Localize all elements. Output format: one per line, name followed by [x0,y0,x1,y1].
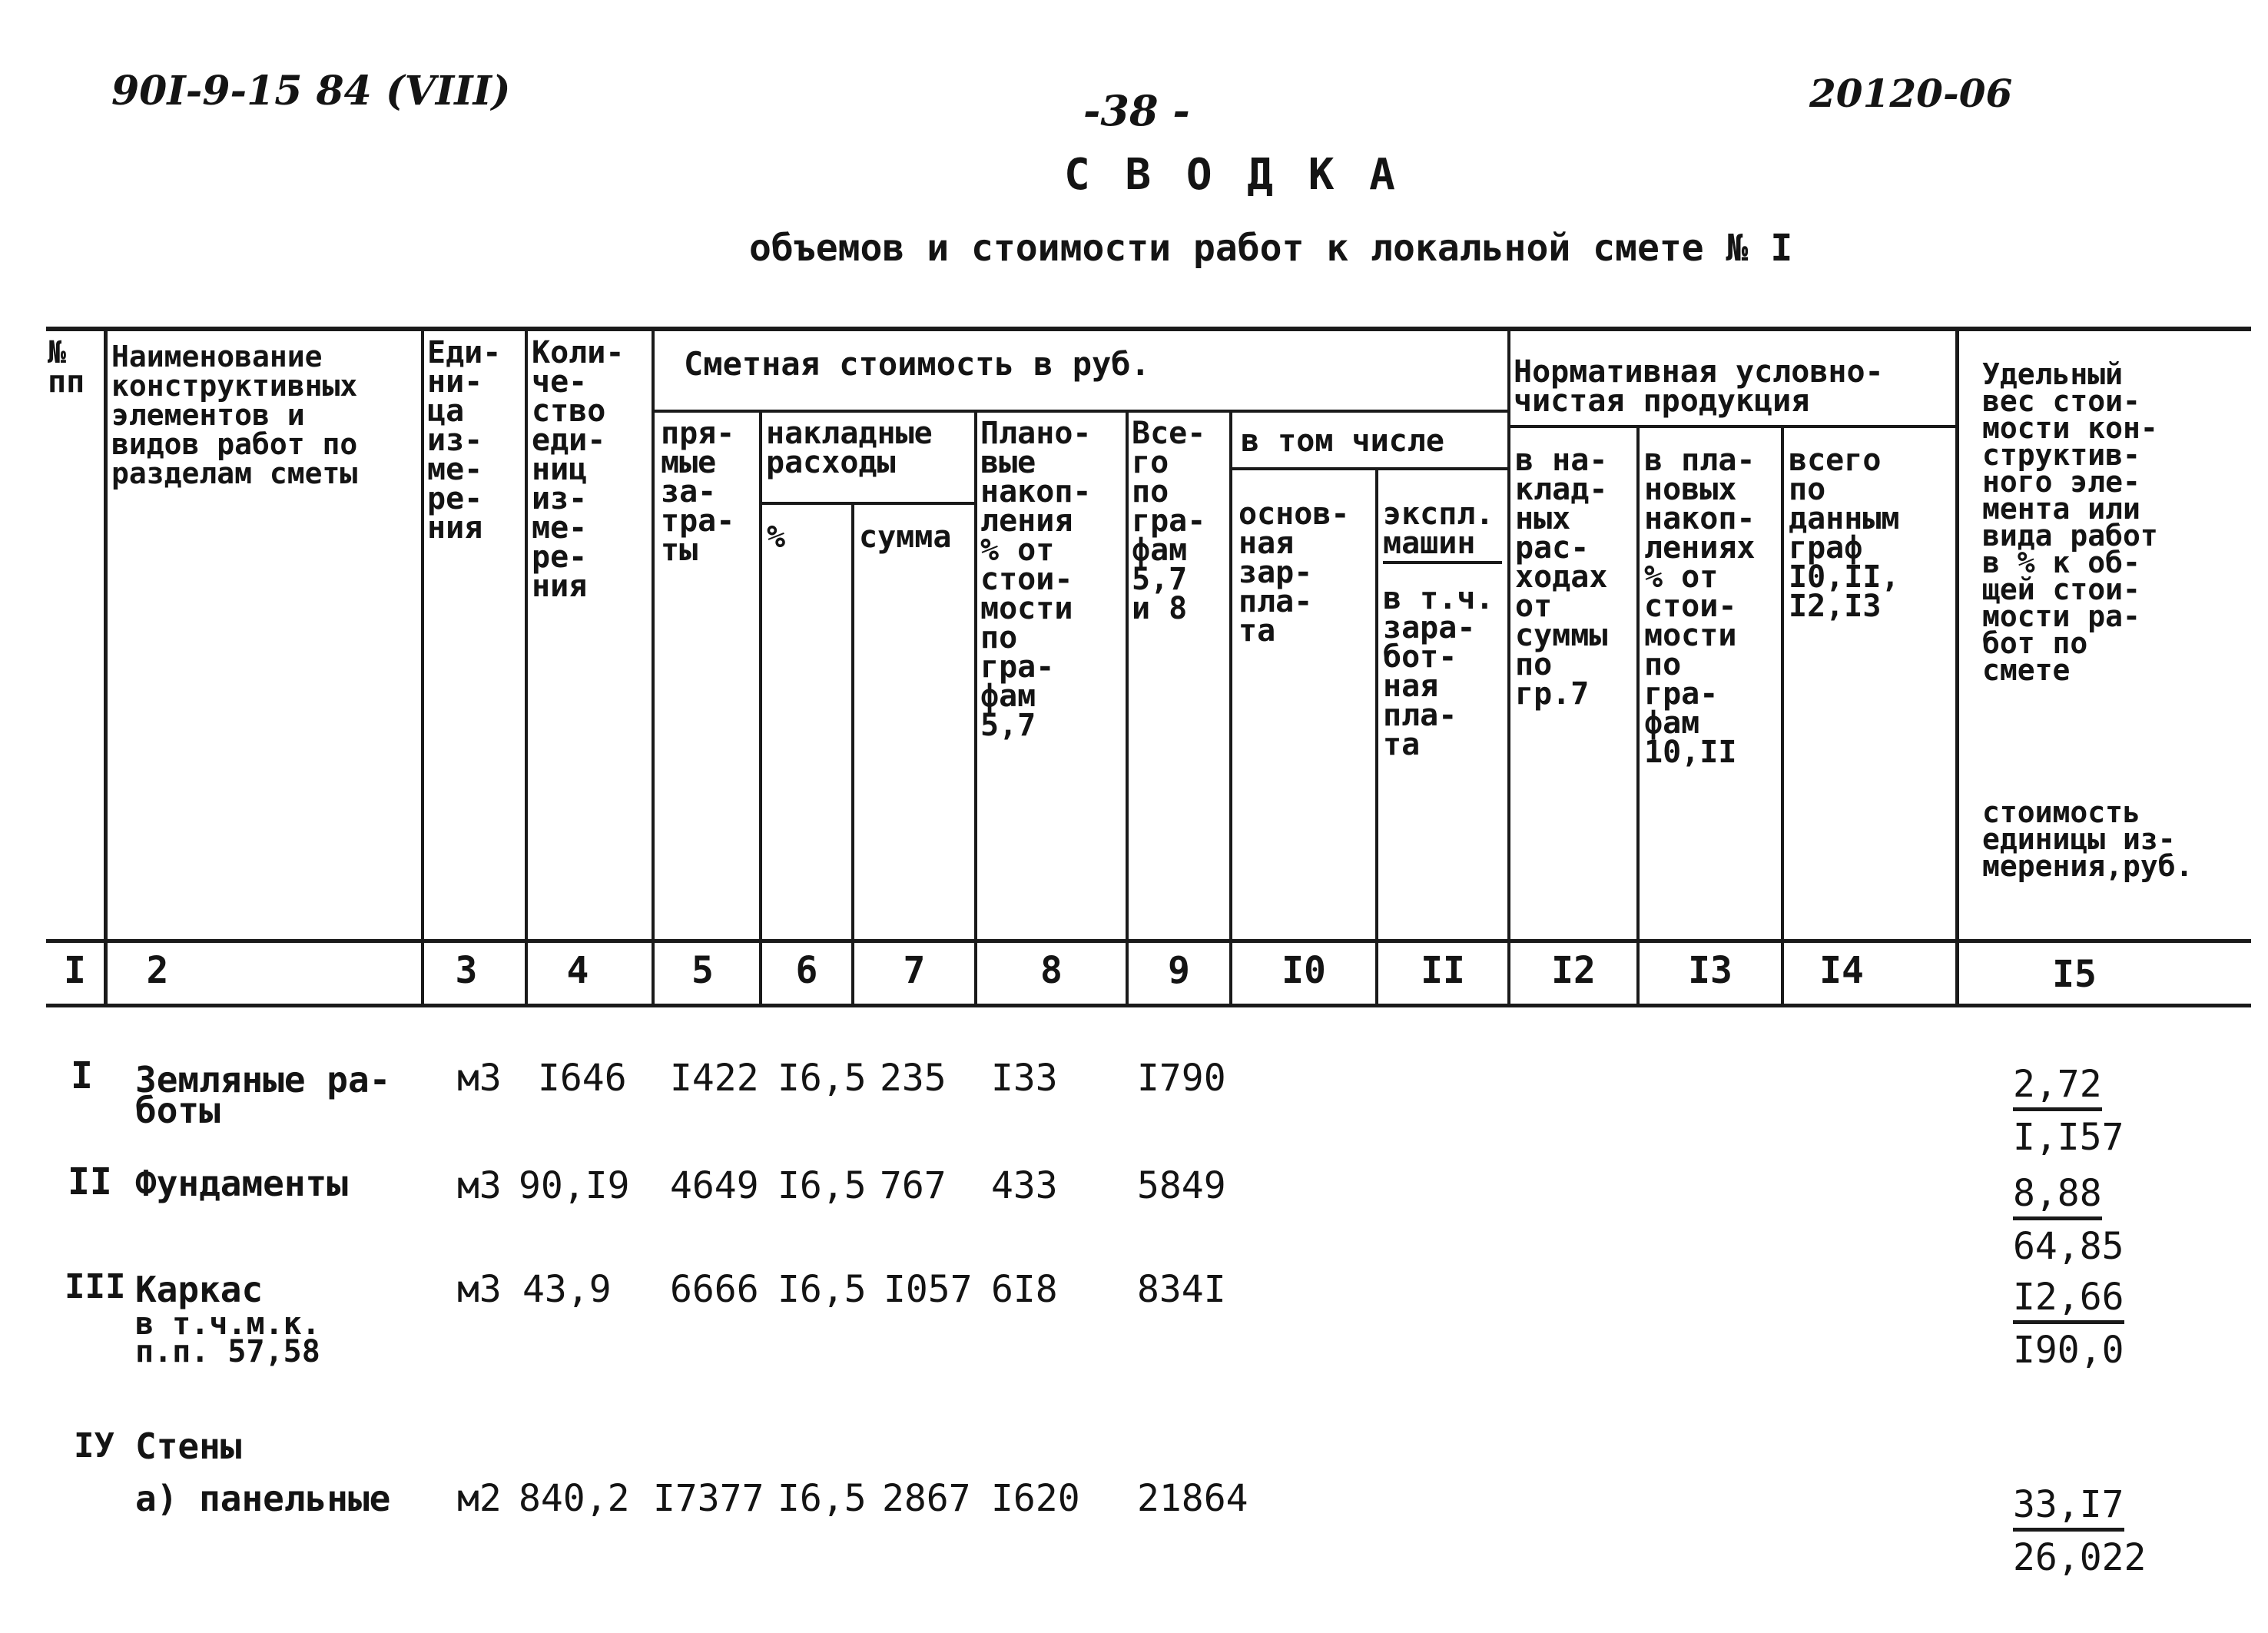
hline-overhead [759,502,976,505]
row-3-sum: I057 [884,1268,973,1311]
colnum-4: 4 [566,949,589,992]
row-5-unit: м2 [457,1477,502,1520]
header-norm-overhead: в на- клад- ных рас- ходах от суммы по гр.7 [1515,443,1608,712]
page-number: -38 - [1083,86,1190,135]
header-bottom-border [46,939,2251,943]
row-2-number: II [68,1160,112,1203]
colnum-3: 3 [455,949,478,992]
hline-norm [1507,425,1957,428]
row-2-name: Фундаменты [135,1163,348,1204]
vline-5 [759,411,762,1007]
colnum-13: I3 [1688,949,1732,992]
colnum-9: 9 [1168,949,1190,992]
row-5-share-fraction [2013,1483,2146,1579]
vline-11 [1507,327,1510,1007]
row-1-total: I790 [1137,1057,1226,1100]
row-2-pct: I6,5 [778,1164,867,1207]
row-2-direct: 4649 [670,1164,759,1207]
header-machines: экспл. машин [1383,496,1494,561]
row-3-name-note: в т.ч.м.к. п.п. 57,58 [135,1306,320,1369]
header-machines-wage: в т.ч. зара- бот- ная пла- та [1383,581,1494,762]
hline-cost-group [652,410,1509,413]
row-2-total: 5849 [1137,1164,1226,1207]
row-3-share-fraction [2013,1276,2124,1372]
row-3-name: Каркас [135,1269,264,1310]
vline-2 [421,327,424,1007]
vline-6 [851,503,854,1007]
colnum-bottom-border [46,1004,2251,1007]
row-1-sum: 235 [880,1057,947,1100]
header-overhead-percent: % [767,519,786,555]
header-unit: Еди- ни- ца из- ме- ре- ния [427,335,502,546]
row-5-direct: I7377 [653,1477,764,1520]
row-5-total: 21864 [1137,1477,1248,1520]
header-unit-cost: стоимость единицы из- мерения,руб. [1982,795,2193,883]
row-1-unit: м3 [457,1057,502,1100]
hline-machines [1383,561,1502,564]
header-estimated-cost-group: Сметная стоимость в руб. [684,345,1150,383]
row-4-number: IУ [74,1426,114,1465]
header-norm-total: всего по данным граф I0,II, I2,I3 [1789,443,1900,624]
row-3-unit: м3 [457,1268,502,1311]
header-share: Удельный вес стои- мости кон- структив- ного эле- мента или вида работ в % к об- щей стои- мости ра- бот по смете [1982,357,2158,687]
header-norm-planned: в пла- новых накоп- лениях % от стои- мости по гра- фам 10,II [1644,443,1756,770]
vline-3 [525,327,528,1007]
vline-14 [1955,327,1959,1007]
row-5-qty: 840,2 [519,1477,630,1520]
header-name: Наименование конструктивных элементов и видов работ по разделам сметы [111,340,358,490]
row-3-pct: I6,5 [778,1268,867,1311]
row-1-qty: I646 [538,1057,627,1100]
row-2-qty: 90,I9 [519,1164,630,1207]
row-1-share: 2,72 [2013,1063,2102,1111]
document-code: 90I-9-15 84 (VIII) [111,68,511,115]
row-3-number: III [65,1267,126,1306]
header-number: № пп [48,335,85,400]
row-5-pct: I6,5 [778,1477,867,1520]
row-2-unit-cost: 64,85 [2013,1225,2124,1268]
row-1-pct: I6,5 [778,1057,867,1100]
colnum-8: 8 [1040,949,1063,992]
vline-8 [1126,411,1129,1007]
vline-7 [974,411,977,1007]
colnum-10: I0 [1282,949,1326,992]
header-overhead-sum: сумма [859,519,952,555]
header-planned-accumulations: Плано- вые накоп- ления % от стои- мости по гра- фам 5,7 [980,416,1092,743]
row-3-share: I2,66 [2013,1276,2124,1324]
row-1-unit-cost: I,I57 [2013,1116,2124,1159]
vline-12 [1636,427,1640,1007]
header-total: Все- го по гра- фам 5,7 и 8 [1132,416,1206,626]
row-2-share-fraction [2013,1172,2124,1268]
colnum-11: II [1421,949,1465,992]
row-5-name: а) панельные [135,1478,391,1519]
row-1-number: I [71,1054,93,1097]
colnum-14: I4 [1819,949,1864,992]
colnum-6: 6 [795,949,818,992]
row-1-plan: I33 [991,1057,1058,1100]
row-2-sum: 767 [880,1164,947,1207]
row-2-share: 8,88 [2013,1172,2102,1220]
row-5-unit-cost: 26,022 [2013,1536,2147,1579]
colnum-12: I2 [1551,949,1596,992]
page-subtitle: объемов и стоимости работ к локальной смете № I [749,227,1793,270]
row-5-plan: I620 [991,1477,1080,1520]
header-normative-group: Нормативная условно- чистая продукция [1514,354,1884,419]
header-overhead-group: накладные расходы [766,416,933,480]
row-2-unit: м3 [457,1164,502,1207]
colnum-2: 2 [146,949,169,992]
row-5-sum: 2867 [882,1477,971,1520]
table-top-border [46,327,2251,331]
vline-13 [1781,427,1784,1007]
row-3-unit-cost: I90,0 [2013,1329,2124,1372]
colnum-15: I5 [2052,953,2097,996]
row-1-direct: I422 [670,1057,759,1100]
row-3-plan: 6I8 [991,1268,1058,1311]
header-base-wage: основ- ная зар- пла- та [1238,496,1350,649]
colnum-5: 5 [691,949,714,992]
vline-10 [1375,469,1378,1007]
header-quantity: Коли- че- ство еди- ниц из- ме- ре- ния [532,335,625,604]
vline-1 [104,327,108,1007]
hline-including [1229,467,1509,470]
row-3-direct: 6666 [670,1268,759,1311]
inventory-number: 20120-06 [1809,71,2013,116]
header-including-group: в том числе [1241,423,1444,459]
row-3-total: 834I [1137,1268,1226,1311]
header-direct-costs: пря- мые за- тра- ты [661,416,735,568]
row-1-share-fraction [2013,1063,2124,1159]
row-5-share: 33,I7 [2013,1483,2124,1532]
page-title: С В О Д К А [1064,150,1400,200]
row-1-name: Земляные ра- боты [135,1059,391,1131]
colnum-1: I [64,949,86,992]
vline-4 [652,327,655,1007]
colnum-7: 7 [903,949,926,992]
row-4-name: Стены [135,1426,242,1467]
row-2-plan: 433 [991,1164,1058,1207]
vline-9 [1229,411,1232,1007]
row-3-qty: 43,9 [522,1268,612,1311]
